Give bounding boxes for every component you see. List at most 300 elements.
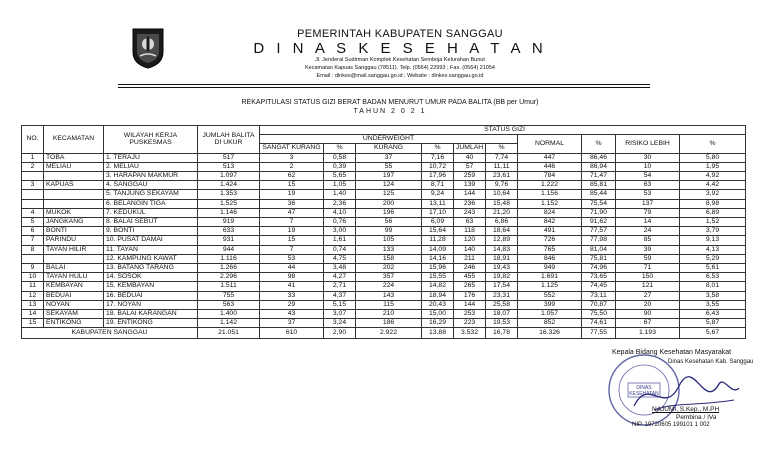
row-sangat-kurang: 19 xyxy=(260,227,324,236)
row-normal-pct: 86,46 xyxy=(582,153,616,162)
row-sangat-kurang: 37 xyxy=(260,319,324,328)
row-normal: 1.222 xyxy=(518,181,582,190)
svg-text:KESEHATAN: KESEHATAN xyxy=(629,391,659,397)
row-risiko-lebih-pct: 5,80 xyxy=(680,153,746,162)
row-jumlah-underweight-pct: 18,91 xyxy=(486,254,518,263)
row-jumlah: 1.353 xyxy=(198,190,260,199)
row-risiko-lebih-pct: 3,92 xyxy=(680,190,746,199)
table-row xyxy=(22,208,746,217)
table-row xyxy=(22,181,746,190)
row-no: 14 xyxy=(22,310,44,319)
row-jumlah: 2.296 xyxy=(198,273,260,282)
row-risiko-lebih: 59 xyxy=(616,254,680,263)
row-risiko-lebih-pct: 9,13 xyxy=(680,236,746,245)
row-no: 13 xyxy=(22,300,44,309)
row-kurang: 200 xyxy=(356,199,422,208)
row-jumlah-underweight-pct: 18,07 xyxy=(486,310,518,319)
row-sangat-kurang-pct: 1,40 xyxy=(324,190,356,199)
row-jumlah-underweight-pct: 14,83 xyxy=(486,245,518,254)
row-risiko-lebih: 20 xyxy=(616,300,680,309)
table-row xyxy=(22,171,746,180)
row-puskesmas: 12. KAMPUNG KAWAT xyxy=(104,254,198,263)
row-puskesmas: 6. BELANGIN TIGA xyxy=(104,199,198,208)
row-puskesmas: 3. HARAPAN MAKMUR xyxy=(104,171,198,180)
row-jumlah: 1.266 xyxy=(198,264,260,273)
row-kecamatan: ENTIKONG xyxy=(44,319,104,328)
row-normal: 446 xyxy=(518,162,582,171)
letterhead-address: Jl. Jenderal Sudirman Komplek Kesehatan Semboja Kelurahan Bunut xyxy=(315,57,485,63)
header-kurang: KURANG xyxy=(356,144,422,153)
row-kurang-pct: 20,43 xyxy=(422,300,454,309)
table-row xyxy=(22,282,746,291)
row-no: 3 xyxy=(22,181,44,190)
row-jumlah-underweight-pct: 17,54 xyxy=(486,282,518,291)
row-kurang-pct: 14,09 xyxy=(422,245,454,254)
row-kecamatan xyxy=(44,254,104,263)
row-sangat-kurang-pct: 5,15 xyxy=(324,300,356,309)
row-normal-pct: 71,90 xyxy=(582,208,616,217)
row-kurang-pct: 15,64 xyxy=(422,227,454,236)
row-kecamatan xyxy=(44,199,104,208)
row-jumlah-underweight-pct: 19,82 xyxy=(486,273,518,282)
row-kurang: 124 xyxy=(356,181,422,190)
row-kurang: 158 xyxy=(356,254,422,263)
row-jumlah: 1.511 xyxy=(198,282,260,291)
row-no: 1 xyxy=(22,153,44,162)
row-risiko-lebih: 137 xyxy=(616,199,680,208)
header-jumlah-balita: JUMLAH BALITA DI UKUR xyxy=(198,126,260,154)
row-jumlah-underweight: 120 xyxy=(454,236,486,245)
row-sangat-kurang-pct: 4,10 xyxy=(324,208,356,217)
row-kurang-pct: 7,16 xyxy=(422,153,454,162)
total-jumlah-underweight: 3.532 xyxy=(454,328,486,339)
row-no: 8 xyxy=(22,245,44,254)
row-risiko-lebih: 30 xyxy=(616,153,680,162)
row-normal: 842 xyxy=(518,217,582,226)
row-risiko-lebih: 71 xyxy=(616,264,680,273)
row-normal: 399 xyxy=(518,300,582,309)
row-normal: 824 xyxy=(518,208,582,217)
row-sangat-kurang: 53 xyxy=(260,254,324,263)
row-puskesmas: 2. MELIAU xyxy=(104,162,198,171)
row-kurang: 37 xyxy=(356,153,422,162)
total-jumlah-underweight-pct: 16,78 xyxy=(486,328,518,339)
letterhead-divider-thin xyxy=(118,87,650,88)
row-risiko-lebih-pct: 4,13 xyxy=(680,245,746,254)
row-risiko-lebih-pct: 8,01 xyxy=(680,282,746,291)
row-normal-pct: 86,94 xyxy=(582,162,616,171)
row-risiko-lebih-pct: 8,98 xyxy=(680,199,746,208)
row-risiko-lebih: 150 xyxy=(616,273,680,282)
row-kecamatan xyxy=(44,171,104,180)
row-kurang: 224 xyxy=(356,282,422,291)
table-row xyxy=(22,199,746,208)
letterhead-agency: D I N A S K E S E H A T A N xyxy=(253,40,547,57)
header-normal: NORMAL xyxy=(518,135,582,153)
row-normal: 1.152 xyxy=(518,199,582,208)
row-normal: 1.057 xyxy=(518,310,582,319)
row-sangat-kurang-pct: 2,71 xyxy=(324,282,356,291)
row-kurang-pct: 10,72 xyxy=(422,162,454,171)
row-kurang: 56 xyxy=(356,217,422,226)
row-no xyxy=(22,171,44,180)
row-kurang: 125 xyxy=(356,190,422,199)
row-risiko-lebih: 85 xyxy=(616,236,680,245)
table-row xyxy=(22,264,746,273)
signer-rank: Pembina / IVa xyxy=(676,414,717,421)
row-risiko-lebih: 63 xyxy=(616,181,680,190)
row-jumlah-underweight-pct: 9,76 xyxy=(486,181,518,190)
row-kurang-pct: 17,96 xyxy=(422,171,454,180)
row-kecamatan: KAPUAS xyxy=(44,181,104,190)
row-risiko-lebih-pct: 6,43 xyxy=(680,310,746,319)
row-jumlah-underweight: 144 xyxy=(454,300,486,309)
row-kurang: 186 xyxy=(356,319,422,328)
svg-text:DINAS: DINAS xyxy=(636,385,652,391)
row-kecamatan: PARINDU xyxy=(44,236,104,245)
row-jumlah-underweight-pct: 19,53 xyxy=(486,319,518,328)
table-row xyxy=(22,217,746,226)
row-jumlah: 755 xyxy=(198,291,260,300)
row-jumlah-underweight: 259 xyxy=(454,171,486,180)
total-normal: 16.326 xyxy=(518,328,582,339)
row-normal-pct: 70,87 xyxy=(582,300,616,309)
row-jumlah-underweight-pct: 7,74 xyxy=(486,153,518,162)
row-kurang: 143 xyxy=(356,291,422,300)
letterhead-web: Email : dinkes@mail.sanggau.go.id ; Website : dinkes.sanggau.go.id xyxy=(316,73,484,79)
row-normal-pct: 74,45 xyxy=(582,282,616,291)
row-jumlah: 1.097 xyxy=(198,171,260,180)
row-jumlah-underweight: 236 xyxy=(454,199,486,208)
row-no xyxy=(22,199,44,208)
row-no: 4 xyxy=(22,208,44,217)
header-status-gizi: STATUS GIZI xyxy=(260,126,746,135)
table-row xyxy=(22,245,746,254)
row-kecamatan: TAYAN HILIR xyxy=(44,245,104,254)
row-jumlah-underweight-pct: 25,58 xyxy=(486,300,518,309)
row-jumlah-underweight-pct: 10,64 xyxy=(486,190,518,199)
total-sangat-kurang: 610 xyxy=(260,328,324,339)
row-kurang: 105 xyxy=(356,236,422,245)
row-jumlah-underweight: 265 xyxy=(454,282,486,291)
row-kurang-pct: 14,82 xyxy=(422,282,454,291)
row-puskesmas: 18. BALAI KARANGAN xyxy=(104,310,198,319)
row-risiko-lebih: 24 xyxy=(616,227,680,236)
row-puskesmas: 10. PUSAT DAMAI xyxy=(104,236,198,245)
row-puskesmas: 13. BATANG TARANG xyxy=(104,264,198,273)
row-risiko-lebih-pct: 4,92 xyxy=(680,171,746,180)
row-puskesmas: 1. TERAJU xyxy=(104,153,198,162)
row-no: 5 xyxy=(22,217,44,226)
row-kurang: 196 xyxy=(356,208,422,217)
row-puskesmas: 14. SOSOK xyxy=(104,273,198,282)
row-sangat-kurang: 19 xyxy=(260,190,324,199)
row-risiko-lebih-pct: 1,95 xyxy=(680,162,746,171)
row-puskesmas: 19. ENTIKONG xyxy=(104,319,198,328)
row-jumlah: 633 xyxy=(198,227,260,236)
row-normal-pct: 74,61 xyxy=(582,319,616,328)
header-wilayah: WILAYAH KERJA PUSKESMAS xyxy=(104,126,198,154)
row-kurang: 357 xyxy=(356,273,422,282)
row-jumlah-underweight-pct: 12,89 xyxy=(486,236,518,245)
table-row xyxy=(22,291,746,300)
row-normal-pct: 74,96 xyxy=(582,264,616,273)
row-puskesmas: 16. BEDUAI xyxy=(104,291,198,300)
row-puskesmas: 9. BONTI xyxy=(104,227,198,236)
table-row xyxy=(22,162,746,171)
table-row xyxy=(22,153,746,162)
row-sangat-kurang: 36 xyxy=(260,199,324,208)
row-sangat-kurang-pct: 4,27 xyxy=(324,273,356,282)
letterhead-contact: Kecamatan Kapuas Sanggau (78511). Telp. (0564) 22993 ; Fax. (0564) 21054 xyxy=(305,65,495,71)
row-kecamatan: JANGKANG xyxy=(44,217,104,226)
row-normal: 852 xyxy=(518,319,582,328)
report-year: TAHUN 2 0 2 1 xyxy=(353,108,427,115)
table-row xyxy=(22,227,746,236)
row-jumlah: 931 xyxy=(198,236,260,245)
row-jumlah-underweight: 63 xyxy=(454,217,486,226)
row-risiko-lebih-pct: 3,79 xyxy=(680,227,746,236)
row-jumlah-underweight: 144 xyxy=(454,190,486,199)
row-kurang-pct: 15,55 xyxy=(422,273,454,282)
row-sangat-kurang-pct: 1,61 xyxy=(324,236,356,245)
row-sangat-kurang-pct: 3,00 xyxy=(324,227,356,236)
row-sangat-kurang: 98 xyxy=(260,273,324,282)
row-jumlah-underweight: 176 xyxy=(454,291,486,300)
row-risiko-lebih-pct: 6,89 xyxy=(680,208,746,217)
row-no: 12 xyxy=(22,291,44,300)
row-normal: 846 xyxy=(518,254,582,263)
row-sangat-kurang: 7 xyxy=(260,217,324,226)
row-puskesmas: 11. TAYAN xyxy=(104,245,198,254)
header-jumlah-underweight-pct: % xyxy=(486,144,518,153)
total-kurang-pct: 13,88 xyxy=(422,328,454,339)
header-jumlah-underweight: JUMLAH xyxy=(454,144,486,153)
row-sangat-kurang-pct: 1,05 xyxy=(324,181,356,190)
row-kurang-pct: 6,09 xyxy=(422,217,454,226)
total-label: KABUPATEN SANGGAU xyxy=(22,328,198,339)
row-normal-pct: 73,65 xyxy=(582,273,616,282)
row-normal-pct: 85,81 xyxy=(582,181,616,190)
row-kurang: 202 xyxy=(356,264,422,273)
row-risiko-lebih-pct: 6,53 xyxy=(680,273,746,282)
row-sangat-kurang-pct: 0,39 xyxy=(324,162,356,171)
row-normal-pct: 77,98 xyxy=(582,236,616,245)
signer-institution: Dinas Kesehatan Kab. Sanggau xyxy=(668,359,754,365)
row-jumlah-underweight: 118 xyxy=(454,227,486,236)
row-kecamatan: MUKOK xyxy=(44,208,104,217)
table-row xyxy=(22,190,746,199)
row-no: 9 xyxy=(22,264,44,273)
row-sangat-kurang: 44 xyxy=(260,264,324,273)
row-jumlah-underweight: 139 xyxy=(454,181,486,190)
row-kurang: 55 xyxy=(356,162,422,171)
row-sangat-kurang: 7 xyxy=(260,245,324,254)
row-sangat-kurang: 3 xyxy=(260,153,324,162)
row-normal-pct: 81,04 xyxy=(582,245,616,254)
total-jumlah: 21.051 xyxy=(198,328,260,339)
row-jumlah: 563 xyxy=(198,300,260,309)
row-risiko-lebih-pct: 5,61 xyxy=(680,264,746,273)
row-risiko-lebih: 14 xyxy=(616,217,680,226)
row-jumlah-underweight: 211 xyxy=(454,254,486,263)
table-row xyxy=(22,273,746,282)
row-kurang: 133 xyxy=(356,245,422,254)
signer-name: NAJUMI, S.Kep., M.PH xyxy=(652,406,720,413)
row-risiko-lebih: 79 xyxy=(616,208,680,217)
row-jumlah: 919 xyxy=(198,217,260,226)
row-risiko-lebih-pct: 1,52 xyxy=(680,217,746,226)
row-kurang-pct: 8,71 xyxy=(422,181,454,190)
row-normal: 784 xyxy=(518,171,582,180)
row-kurang-pct: 11,28 xyxy=(422,236,454,245)
row-kurang: 115 xyxy=(356,300,422,309)
row-sangat-kurang: 33 xyxy=(260,291,324,300)
row-jumlah-underweight-pct: 15,48 xyxy=(486,199,518,208)
total-risiko-lebih-pct: 5,67 xyxy=(680,328,746,339)
table-row xyxy=(22,319,746,328)
row-kurang: 210 xyxy=(356,310,422,319)
row-kecamatan: BONTI xyxy=(44,227,104,236)
row-normal: 1.691 xyxy=(518,273,582,282)
row-jumlah-underweight: 246 xyxy=(454,264,486,273)
row-risiko-lebih: 10 xyxy=(616,162,680,171)
row-sangat-kurang-pct: 3,48 xyxy=(324,264,356,273)
row-jumlah-underweight-pct: 19,43 xyxy=(486,264,518,273)
total-sangat-kurang-pct: 2,90 xyxy=(324,328,356,339)
row-jumlah-underweight-pct: 23,31 xyxy=(486,291,518,300)
row-no: 10 xyxy=(22,273,44,282)
row-no: 15 xyxy=(22,319,44,328)
letterhead-divider xyxy=(118,84,650,85)
row-kecamatan: TAYAN HULU xyxy=(44,273,104,282)
row-jumlah-underweight-pct: 11,11 xyxy=(486,162,518,171)
row-sangat-kurang: 47 xyxy=(260,208,324,217)
row-risiko-lebih: 27 xyxy=(616,291,680,300)
row-risiko-lebih: 39 xyxy=(616,245,680,254)
row-kurang: 197 xyxy=(356,171,422,180)
row-puskesmas: 7. KEDUKUL xyxy=(104,208,198,217)
row-jumlah-underweight-pct: 18,64 xyxy=(486,227,518,236)
row-sangat-kurang: 2 xyxy=(260,162,324,171)
row-normal-pct: 91,62 xyxy=(582,217,616,226)
row-puskesmas: 15. KEMBAYAN xyxy=(104,282,198,291)
row-risiko-lebih-pct: 3,55 xyxy=(680,300,746,309)
row-normal: 491 xyxy=(518,227,582,236)
row-kecamatan xyxy=(44,190,104,199)
row-normal: 1.156 xyxy=(518,190,582,199)
row-puskesmas: 8. BALAI SEBUT xyxy=(104,217,198,226)
row-sangat-kurang-pct: 5,65 xyxy=(324,171,356,180)
row-jumlah-underweight: 243 xyxy=(454,208,486,217)
row-risiko-lebih-pct: 5,87 xyxy=(680,319,746,328)
row-risiko-lebih: 90 xyxy=(616,310,680,319)
letterhead-government: PEMERINTAH KABUPATEN SANGGAU xyxy=(297,28,503,40)
row-normal-pct: 71,47 xyxy=(582,171,616,180)
row-jumlah: 1.525 xyxy=(198,199,260,208)
row-normal-pct: 85,44 xyxy=(582,190,616,199)
header-sangat-kurang-pct: % xyxy=(324,144,356,153)
row-normal-pct: 77,57 xyxy=(582,227,616,236)
row-normal: 552 xyxy=(518,291,582,300)
row-sangat-kurang: 41 xyxy=(260,282,324,291)
row-kecamatan: BALAI xyxy=(44,264,104,273)
total-normal-pct: 77,55 xyxy=(582,328,616,339)
table-row xyxy=(22,300,746,309)
row-jumlah-underweight-pct: 21,20 xyxy=(486,208,518,217)
row-jumlah-underweight-pct: 6,86 xyxy=(486,217,518,226)
row-risiko-lebih: 121 xyxy=(616,282,680,291)
row-normal-pct: 75,50 xyxy=(582,310,616,319)
row-jumlah-underweight-pct: 23,61 xyxy=(486,171,518,180)
row-normal-pct: 75,81 xyxy=(582,254,616,263)
row-risiko-lebih: 53 xyxy=(616,190,680,199)
row-puskesmas: 17. NOYAN xyxy=(104,300,198,309)
row-kecamatan: MELIAU xyxy=(44,162,104,171)
row-kecamatan: TOBA xyxy=(44,153,104,162)
header-risiko-lebih: RISIKO LEBIH xyxy=(616,135,680,153)
row-kurang-pct: 15,00 xyxy=(422,310,454,319)
row-jumlah-underweight: 40 xyxy=(454,153,486,162)
header-kurang-pct: % xyxy=(422,144,454,153)
header-kecamatan: KECAMATAN xyxy=(44,126,104,154)
row-normal: 447 xyxy=(518,153,582,162)
row-sangat-kurang-pct: 2,36 xyxy=(324,199,356,208)
row-normal-pct: 73,11 xyxy=(582,291,616,300)
row-kurang-pct: 18,94 xyxy=(422,291,454,300)
regency-emblem-logo xyxy=(130,26,166,70)
row-jumlah: 1.424 xyxy=(198,181,260,190)
row-jumlah: 1.146 xyxy=(198,208,260,217)
row-jumlah-underweight: 140 xyxy=(454,245,486,254)
row-kecamatan: KEMBAYAN xyxy=(44,282,104,291)
row-kecamatan: BEDUAI xyxy=(44,291,104,300)
row-jumlah-underweight: 57 xyxy=(454,162,486,171)
row-normal: 1.125 xyxy=(518,282,582,291)
row-no xyxy=(22,190,44,199)
row-no: 6 xyxy=(22,227,44,236)
header-no: NO. xyxy=(22,126,44,154)
row-kurang-pct: 15,96 xyxy=(422,264,454,273)
table-row xyxy=(22,254,746,263)
table-total-row xyxy=(22,328,746,339)
row-jumlah-underweight: 455 xyxy=(454,273,486,282)
row-puskesmas: 4. SANGGAU xyxy=(104,181,198,190)
total-kurang: 2.922 xyxy=(356,328,422,339)
row-normal: 765 xyxy=(518,245,582,254)
row-jumlah: 944 xyxy=(198,245,260,254)
row-risiko-lebih-pct: 5,29 xyxy=(680,254,746,263)
row-jumlah: 1.116 xyxy=(198,254,260,263)
row-jumlah-underweight: 223 xyxy=(454,319,486,328)
header-underweight: UNDERWEIGHT xyxy=(260,135,518,144)
row-normal: 949 xyxy=(518,264,582,273)
row-kurang-pct: 14,16 xyxy=(422,254,454,263)
row-sangat-kurang-pct: 0,74 xyxy=(324,245,356,254)
signer-nip: NIP. 19720605 199101 1 002 xyxy=(632,422,710,428)
row-sangat-kurang: 62 xyxy=(260,171,324,180)
row-kurang-pct: 13,11 xyxy=(422,199,454,208)
table-row xyxy=(22,236,746,245)
row-risiko-lebih-pct: 4,42 xyxy=(680,181,746,190)
row-normal: 726 xyxy=(518,236,582,245)
row-kurang-pct: 9,24 xyxy=(422,190,454,199)
row-no: 2 xyxy=(22,162,44,171)
nutrition-status-table xyxy=(21,125,746,339)
header-sangat-kurang: SANGAT KURANG xyxy=(260,144,324,153)
row-no xyxy=(22,254,44,263)
table-row xyxy=(22,310,746,319)
